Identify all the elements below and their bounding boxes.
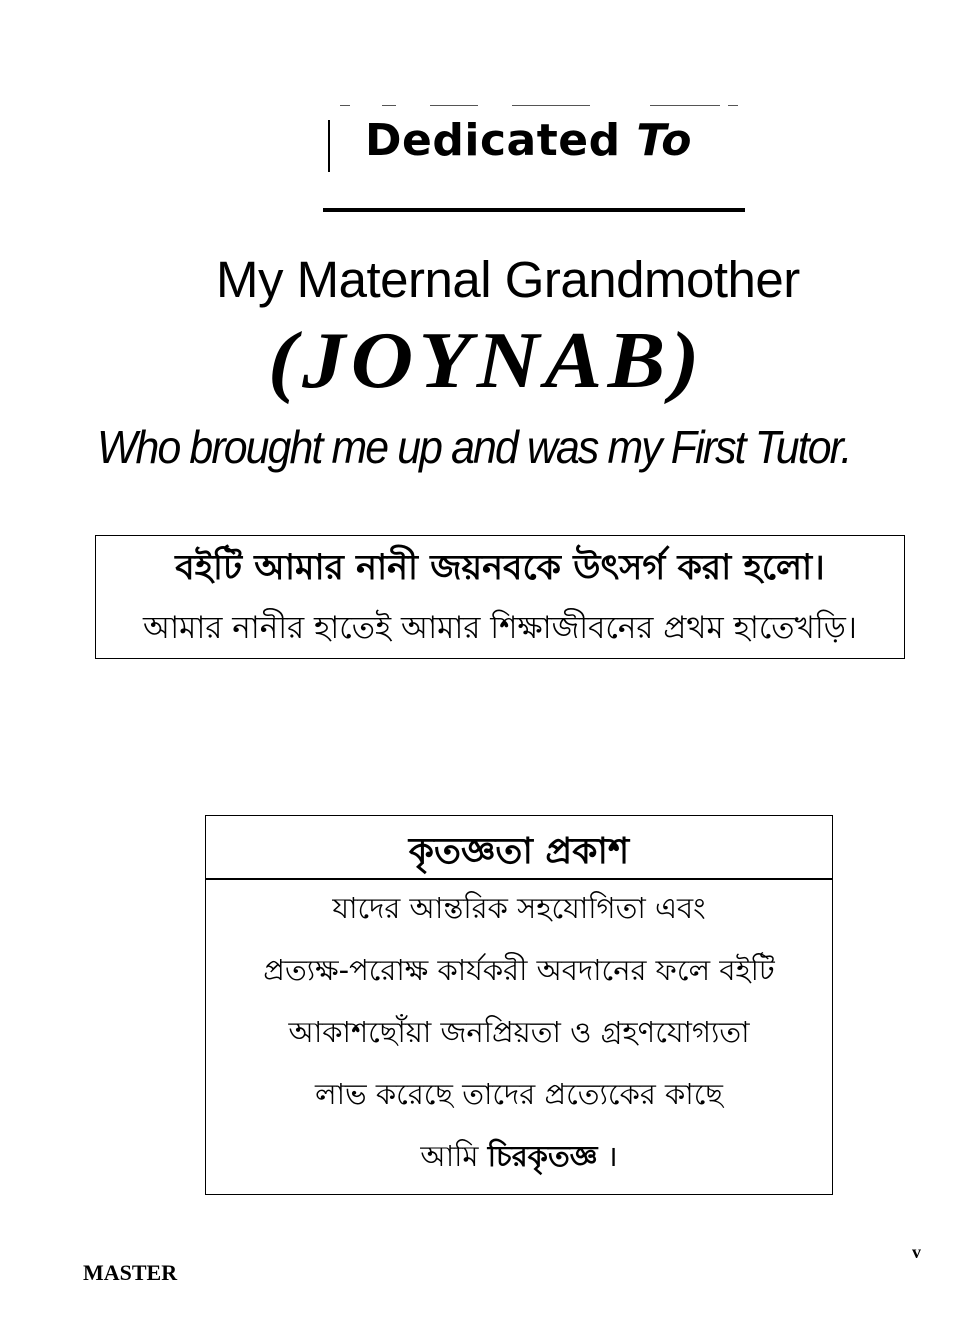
dedicated-word: Dedicated bbox=[365, 115, 621, 166]
acknowledgement-line: যাদের আন্তরিক সহযোগিতা এবং bbox=[332, 891, 706, 925]
bengali-dedication-line-2: আমার নানীর হাতেই আমার শিক্ষাজীবনের প্রথম হাতেখড়ি। bbox=[142, 610, 858, 646]
bengali-dedication-box bbox=[95, 535, 905, 659]
last-line-suffix: । bbox=[606, 1139, 618, 1173]
decorative-dashes bbox=[340, 105, 740, 107]
acknowledgement-line: লাভ করেছে তাদের প্রত্যেকের কাছে bbox=[315, 1077, 723, 1111]
last-line-prefix: আমি bbox=[420, 1139, 479, 1173]
first-tutor-line: Who brought me up and was my First Tutor. bbox=[97, 421, 851, 473]
dedicated-heading bbox=[365, 115, 692, 166]
page-number: v bbox=[912, 1242, 921, 1262]
last-line-bold: চিরকৃতজ্ঞ bbox=[487, 1139, 598, 1173]
acknowledgement-line: আকাশছোঁয়া জনপ্রিয়তা ও গ্রহণযোগ্যতা bbox=[288, 1015, 750, 1049]
to-word: To bbox=[636, 115, 692, 166]
acknowledgement-last-line bbox=[206, 1134, 832, 1183]
footer-master-label: MASTER bbox=[83, 1260, 178, 1285]
grandmother-name: (JOYNAB) bbox=[268, 317, 705, 405]
bengali-dedication-line-1: বইটি আমার নানী জয়নবকে উৎসর্গ করা হলো। bbox=[175, 548, 825, 588]
acknowledgement-divider bbox=[206, 878, 832, 880]
acknowledgement-title: কৃতজ্ঞতা প্রকাশ bbox=[408, 831, 630, 872]
heading-bar bbox=[328, 120, 330, 172]
acknowledgement-line: প্রত্যক্ষ-পরোক্ষ কার্যকরী অবদানের ফলে বইটি bbox=[263, 953, 775, 987]
acknowledgement-box bbox=[205, 815, 833, 1195]
heading-underline bbox=[323, 208, 745, 212]
maternal-grandmother-line: My Maternal Grandmother bbox=[216, 251, 800, 308]
